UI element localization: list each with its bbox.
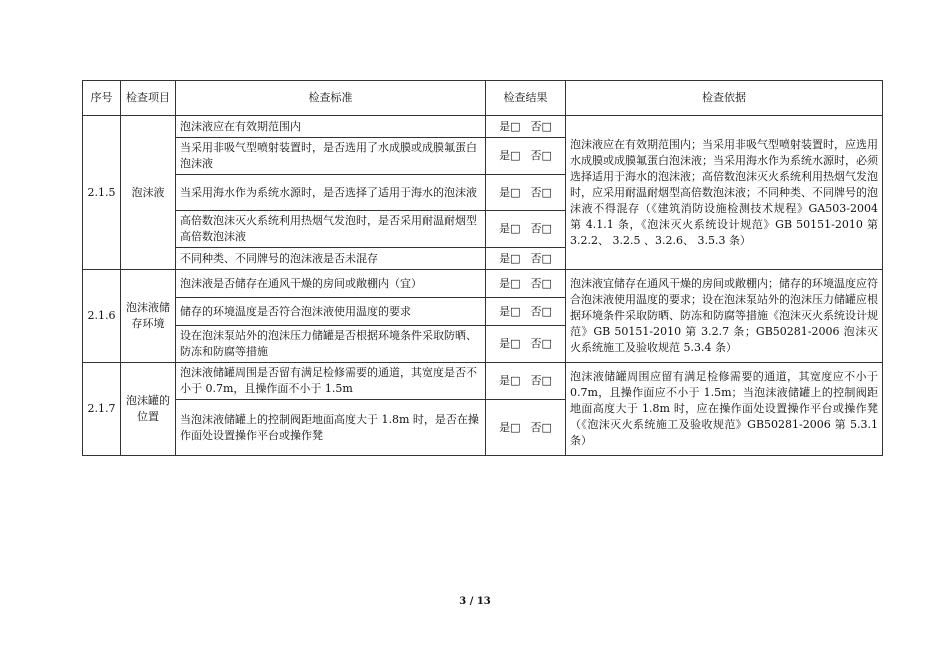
result-no-checkbox[interactable]: 否□: [530, 149, 552, 162]
standard-text: 设在泡沫泵站外的泡沫压力储罐是否根据环境条件采取防晒、防冻和防腐等措施: [176, 326, 486, 363]
standard-text: 储存的环境温度是否符合泡沫液使用温度的要求: [176, 298, 486, 326]
result-yes-checkbox[interactable]: 是□: [499, 185, 521, 199]
result-checkboxes: [486, 363, 566, 400]
result-checkboxes: [486, 298, 566, 326]
result-no-checkbox[interactable]: 否□: [530, 374, 552, 387]
standard-text: 高倍数泡沫灭火系统利用热烟气发泡时，是否采用耐温耐烟型高倍数泡沫液: [176, 211, 486, 248]
result-yes-checkbox[interactable]: 是□: [499, 276, 521, 290]
inspection-item: 泡沫液储存环境: [121, 270, 176, 363]
result-checkboxes: [486, 248, 566, 270]
header-item: 检查项目: [121, 81, 176, 116]
result-no-checkbox[interactable]: 否□: [530, 304, 552, 318]
table-row: [83, 116, 883, 138]
result-checkboxes: [486, 175, 566, 211]
basis-text: 泡沫液应在有效期范围内；当采用非吸气型喷射装置时，应选用水成膜或成膜氟蛋白泡沫液；当采用海水作为系统水源时，必须选择适用于海水的泡沫液；高倍数泡沫灭火系统利用热烟气发泡时，应采用耐温耐烟型高倍数泡沫液；不同种类、不同牌号的泡沫液不得混存（《建筑消防设施检测技术规程》GA503-2004 第 4.1.1 条，《泡沫灭火系统设计规范》GB 50151-2010 第 3.2.2、 3.2.5 、3.2.6、 3.5.3 条）: [566, 116, 883, 270]
basis-text: 泡沫液储罐周围应留有满足检修需要的通道，其宽度应不小于 0.7m，且操作面应不小于 1.5m；当泡沫液储罐上的控制阀距地面高度大于 1.8m 时，应在操作面处设置操作平台或操作凳（《泡沫灭火系统施工及验收规范》GB50281-2006 第 5.3.1 条）: [566, 363, 883, 456]
basis-text: 泡沫液宜储存在通风干燥的房间或敞棚内；储存的环境温度应符合泡沫液使用温度的要求；设在泡沫泵站外的泡沫压力储罐应根据环境条件采取防晒、防冻和防腐等措施《泡沫灭火系统设计规范》GB 50151-2010 第 3.2.7 条；GB50281-2006 泡沫灭火系统施工及验收规范 5.3.4 条）: [566, 270, 883, 363]
standard-text: 不同种类、不同牌号的泡沫液是否未混存: [176, 248, 486, 270]
result-yes-checkbox[interactable]: 是□: [499, 420, 521, 434]
row-number: 2.1.5: [83, 116, 121, 270]
page-number: 3 / 13: [459, 596, 491, 607]
header-no: 序号: [83, 81, 121, 116]
result-yes-checkbox[interactable]: 是□: [499, 374, 521, 387]
result-checkboxes: [486, 211, 566, 248]
row-number: 2.1.7: [83, 363, 121, 456]
header-result: 检查结果: [486, 81, 566, 116]
result-checkboxes: [486, 400, 566, 456]
standard-text: 泡沫液应在有效期范围内: [176, 116, 486, 138]
result-no-checkbox[interactable]: 否□: [530, 222, 552, 235]
result-no-checkbox[interactable]: 否□: [530, 119, 552, 133]
result-yes-checkbox[interactable]: 是□: [499, 251, 521, 265]
standard-text: 当采用非吸气型喷射装置时，是否选用了水成膜或成膜氟蛋白泡沫液: [176, 138, 486, 175]
inspection-item: 泡沫液: [121, 116, 176, 270]
standard-text: 当泡沫液储罐上的控制阀距地面高度大于 1.8m 时，是否在操作面处设置操作平台或操作凳: [176, 400, 486, 456]
result-yes-checkbox[interactable]: 是□: [499, 119, 521, 133]
header-basis: 检查依据: [566, 81, 883, 116]
result-checkboxes: [486, 270, 566, 298]
result-no-checkbox[interactable]: 否□: [530, 337, 552, 350]
result-no-checkbox[interactable]: 否□: [530, 276, 552, 290]
result-checkboxes: [486, 116, 566, 138]
table-row: [83, 363, 883, 400]
inspection-table: [82, 80, 883, 456]
standard-text: 当采用海水作为系统水源时，是否选择了适用于海水的泡沫液: [176, 175, 486, 211]
result-yes-checkbox[interactable]: 是□: [499, 337, 521, 350]
table-row: [83, 270, 883, 298]
result-no-checkbox[interactable]: 否□: [530, 251, 552, 265]
row-number: 2.1.6: [83, 270, 121, 363]
header-standard: 检查标准: [176, 81, 486, 116]
standard-text: 泡沫液是否储存在通风干燥的房间或敞棚内（宜）: [176, 270, 486, 298]
result-yes-checkbox[interactable]: 是□: [499, 222, 521, 235]
result-no-checkbox[interactable]: 否□: [530, 185, 552, 199]
inspection-item: 泡沫罐的位置: [121, 363, 176, 456]
result-yes-checkbox[interactable]: 是□: [499, 149, 521, 162]
result-checkboxes: [486, 138, 566, 175]
result-yes-checkbox[interactable]: 是□: [499, 304, 521, 318]
table-header-row: [83, 81, 883, 116]
result-checkboxes: [486, 326, 566, 363]
standard-text: 泡沫液储罐周围是否留有满足检修需要的通道，其宽度是否不小于 0.7m，且操作面不小于 1.5m: [176, 363, 486, 400]
result-no-checkbox[interactable]: 否□: [530, 420, 552, 434]
